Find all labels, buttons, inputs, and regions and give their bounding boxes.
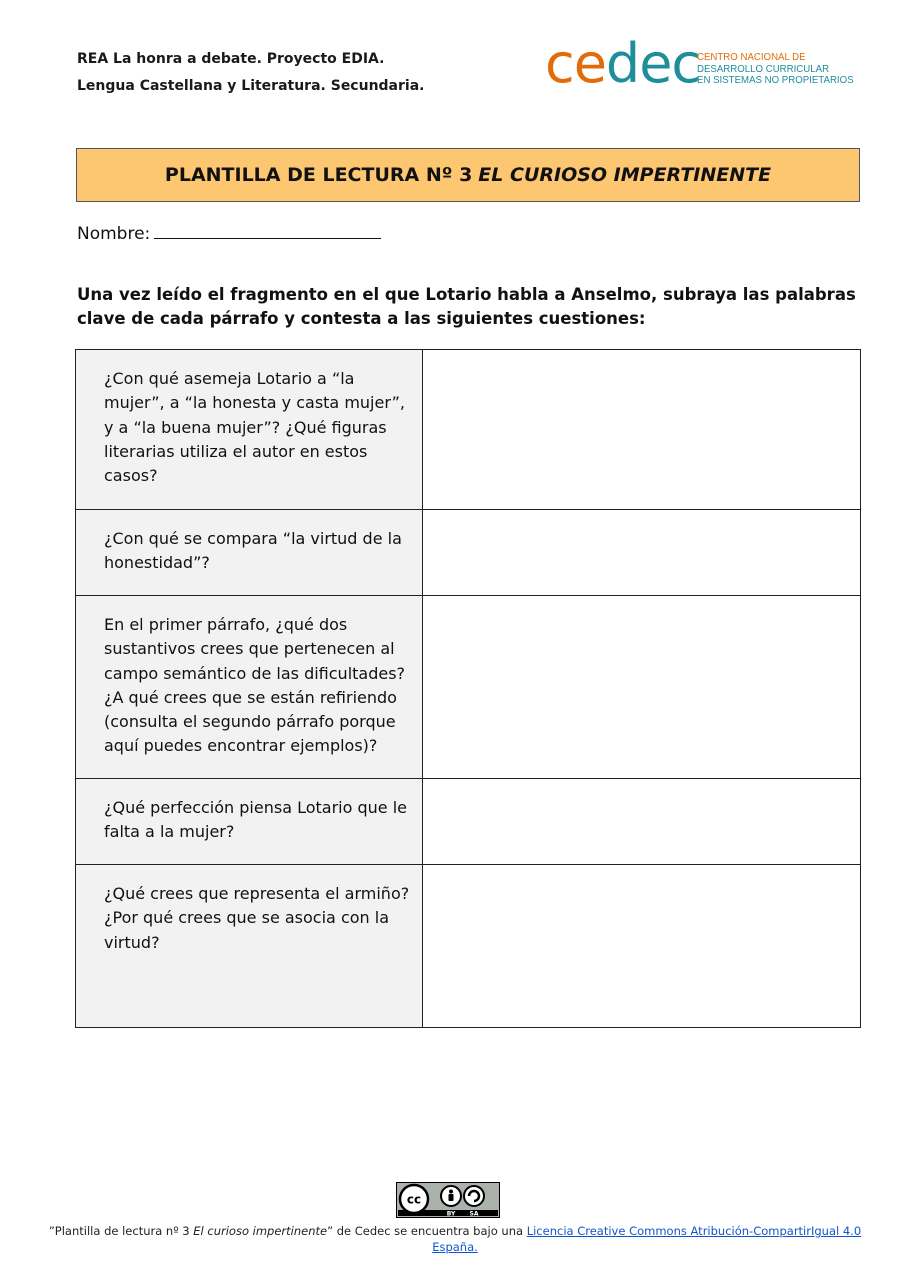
cc-label: cc <box>406 1192 422 1207</box>
table-row <box>76 510 861 596</box>
table-row <box>76 596 861 779</box>
question-cell: ¿Con qué se compara “la virtud de la honestidad”? <box>76 510 423 596</box>
answer-cell[interactable] <box>423 350 861 510</box>
sa-label: SA <box>469 1210 479 1218</box>
answer-cell[interactable] <box>423 779 861 865</box>
page-title <box>76 148 860 202</box>
name-blank-line[interactable] <box>154 222 381 239</box>
footer-text-2: ” de Cedec se encuentra bajo una <box>327 1224 527 1238</box>
footer-work-title: El curioso impertinente <box>193 1224 328 1238</box>
table-row <box>76 350 861 510</box>
answer-cell[interactable] <box>423 596 861 779</box>
question-cell: En el primer párrafo, ¿qué dos sustantivos crees que pertenecen al campo semántico de las dificultades? ¿A qué crees que se están refiriendo (consulta el segundo párrafo porque aquí puedes encontrar ejemplos)? <box>76 596 423 779</box>
by-label: BY <box>446 1210 456 1218</box>
header-line-1: REA La honra a debate. Proyecto EDIA. <box>77 51 385 67</box>
question-cell: ¿Con qué asemeja Lotario a “la mujer”, a “la honesta y casta mujer”, y a “la buena mujer”? ¿Qué figuras literarias utiliza el autor en estos casos? <box>76 350 423 510</box>
cc-by-sa-license-icon[interactable] <box>396 1182 500 1218</box>
cedec-logo-subtitle: CENTRO NACIONAL DE DESARROLLO CURRICULAR EN SISTEMAS NO PROPIETARIOS <box>697 51 854 86</box>
answer-cell[interactable] <box>423 865 861 1028</box>
name-field <box>77 222 381 244</box>
answer-cell[interactable] <box>423 510 861 596</box>
cedec-logo <box>545 32 875 96</box>
name-label: Nombre: <box>77 224 151 244</box>
title-work: EL CURIOSO IMPERTINENTE <box>478 164 772 186</box>
license-footer <box>40 1223 870 1255</box>
question-cell: ¿Qué crees que representa el armiño? ¿Por qué crees que se asocia con la virtud? <box>76 865 423 1028</box>
license-link[interactable]: Licencia Creative Commons Atribución-CompartirIgual 4.0 España. <box>432 1224 862 1254</box>
title-prefix: PLANTILLA DE LECTURA Nº 3 <box>164 164 473 186</box>
table-row <box>76 779 861 865</box>
cedec-logo-word: cedec <box>545 32 701 95</box>
question-cell: ¿Qué perfección piensa Lotario que le falta a la mujer? <box>76 779 423 865</box>
footer-text-1: ”Plantilla de lectura nº 3 <box>48 1224 194 1238</box>
header-line-2: Lengua Castellana y Literatura. Secundaria. <box>77 78 425 94</box>
instructions: Una vez leído el fragmento en el que Lotario habla a Anselmo, subraya las palabras clave de cada párrafo y contesta a las siguientes cuestiones: <box>77 285 856 328</box>
table-row <box>76 865 861 1028</box>
questions-table <box>75 349 861 1028</box>
